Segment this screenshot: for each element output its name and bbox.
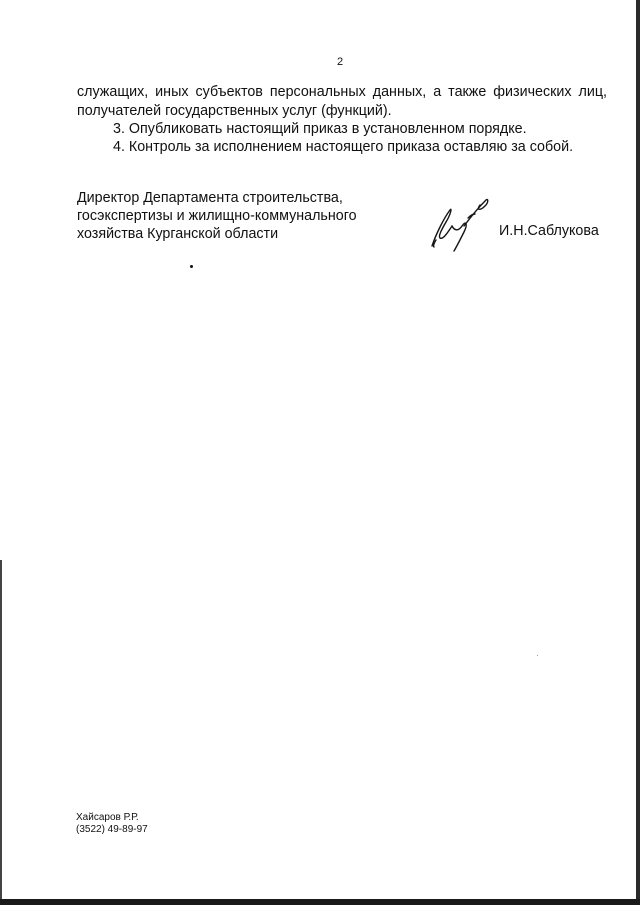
handwritten-signature-icon <box>428 196 494 252</box>
scan-edge-left <box>0 560 2 905</box>
executor-phone: (3522) 49-89-97 <box>76 824 148 835</box>
item-3-publish: 3. Опубликовать настоящий приказ в установленном порядке. <box>113 121 527 137</box>
stray-dot <box>190 265 193 268</box>
scan-edge-bottom <box>0 899 640 905</box>
paragraph-continuation <box>77 83 607 121</box>
page-number: 2 <box>336 56 344 68</box>
scan-speck <box>537 655 538 656</box>
signatory-title-line-2: госэкспертизы и жилищно-коммунального <box>77 208 357 224</box>
executor-name: Хайсаров Р.Р. <box>76 812 139 823</box>
signatory-title <box>77 189 357 243</box>
executor-info <box>76 812 148 836</box>
signatory-name: И.Н.Саблукова <box>499 223 599 239</box>
signatory-title-line-1: Директор Департамента строительства, <box>77 190 343 206</box>
paragraph-line-1: служащих, иных субъектов персональных данных, а также физических лиц, <box>77 84 607 100</box>
paragraph-line-2: получателей государственных услуг (функций). <box>77 103 392 119</box>
item-4-control: 4. Контроль за исполнением настоящего приказа оставляю за собой. <box>113 139 574 155</box>
scan-edge-right <box>636 0 640 905</box>
signatory-title-line-3: хозяйства Курганской области <box>77 226 279 242</box>
